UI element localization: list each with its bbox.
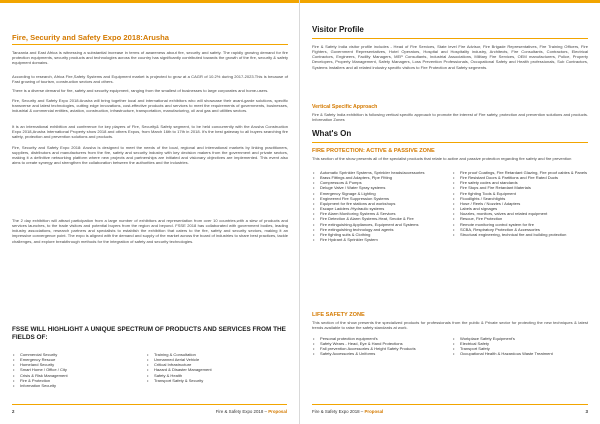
fields-list-2 [146,352,286,383]
list-item: • Fall prevention Accessories & Height Safety Products [312,346,450,351]
vertical-approach-title: Vertical Specific Approach [312,104,378,110]
list-item: • Transport Safety [452,346,590,351]
intro-paragraph: Fire, Security and Safety Expo 2018: Arusha is designed to meet the needs of the local, regional and international markets by linking practitioners, suppliers, distributors and manufacturers from the fire, safety and security industry with key decision makers from the government and private sectors, making it a definitive networking platform where new projects and partnerships are initiated and visionary objectives are implemented. This event also aims to create synergy and strengthen the collaboration between the authorities and the industries. [12,145,288,166]
list-item: • Fire Detection & Alarm Systems-Heat, Smoke & Fire [312,216,450,221]
list-item: • Crisis & Risk Management [12,373,152,378]
list-item: • Electrical Safety [452,341,590,346]
page-footer [312,404,588,418]
list-item: • Critical Infrastructure [146,362,286,367]
footer-text [312,409,383,414]
list-item: • Emergency Signage & Lighting [312,191,450,196]
list-item: • Fire Alarm Monitoring Systems & Services [312,211,450,216]
list-item: • Workplace Safety Equipment's [452,336,590,341]
list-item: • Escape Ladders /Hydraulic systems [312,206,450,211]
list-item: • Automatic Sprinkler Systems, Sprinkler heads/accessories [312,170,450,175]
list-item: • Fire Hydrant & Sprinkler System [312,237,450,242]
list-item: • Compressors & Pumps [312,180,450,185]
top-accent-bar [300,0,600,3]
zone2-text: This section of the show presents the specialized products for professionals from the public & Private sector for protecting the new techniques & latest trends available to raise the safety standards at work. [312,320,588,331]
intro-paragraph: There is a diverse demand for fire, safety and security equipment, ranging from the smallest of businesses to large corporates and home-users. [12,88,269,93]
list-item: • Fire & Protection [12,378,152,383]
visitor-profile-title: Visitor Profile [312,25,364,34]
spectrum-heading: FSSE WILL HIGHLIGHT A UNIQUE SPECTRUM OF PRODUCTS AND SERVICES FROM THE FIELDS OF: [12,326,286,341]
list-item: • Unmanned Aerial Vehicle [146,357,286,362]
whats-on-title: What's On [312,129,352,138]
list-item: • Training & Consultation [146,352,286,357]
list-item: • Smart Home / Office / City [12,367,152,372]
list-item: • Safety Accessories & Uniforms [312,351,450,356]
fields-list-1 [12,352,152,388]
list-item: • Fire Stops and Fire Retardant Materials [452,185,590,190]
zone2-title: LIFE SAFETY ZONE [312,312,365,318]
top-accent-bar [0,0,299,3]
footer-title: Fire & Safety Expo 2018 – [312,409,365,414]
list-item: • Deluge Valve / Water Spray systems [312,185,450,190]
list-item: • Fire proof Coatings, Fire Retardant Glazing, Fire proof cables & Panels [452,170,590,175]
list-item: • Fire safety codes and standards [452,180,590,185]
intro-paragraph: According to research, Africa Fire,Safety Systems and Equipment market is projected to grow at a CAGR of 10.2% during 2017-2023.This is because of Fast growing of tourism, construction sectors and others. [12,74,288,85]
list-item: • Safety & Health [146,373,286,378]
list-item: • Hazard & Disaster Management [146,367,286,372]
footer-text [216,409,287,414]
footer-proposal: Proposal [268,409,287,414]
list-item: • Structural engineering, technical fire and building protection [452,232,590,237]
right-page [300,0,600,424]
list-item: • Hose / Reels / Nozzles / Adapters [452,201,590,206]
vertical-approach-text: Fire & Safety India exhibition is following vertical specific approach to promote the interest of Fire safety, protection and prevention solutions and products. Information Zones [312,112,588,123]
list-item: • Personal protection equipment's [312,336,450,341]
intro-paragraph: Fire, Security and Safety Expo 2018:Arusha will bring together local and international exhibitors who will showcase their avant-garde solutions, specific transverse and latest technologies, cutting edge innovations, cost-effective products and services to meet the requirements of governments, businesses, industrial & commercial entities, aviation, construction, infrastructure, transportation, manufacturing, oil and gas and utilities sectors. [12,98,288,114]
list-item: • Fire fighting Tools & Equipment [452,191,590,196]
visitor-profile-text: Fire & Safety India visitor profile includes - Head of Fire Services, State level Fire Advisor, Fire Brigade Representatives, Fire Training Officers, Fire Fighters, Government Representatives, Hotel Operators, Hospital and Hospitality industry, Architects, Fire Consultants, Contractors, Electrical Contractors, Engineers, Facility Managers, MEP Consultants, Industrial Associations, Military Fire Services, OEM manufacturers, Police, Property Developers, Property Management, Safety Managers, Loss Prevention Professionals, Occupational Safety and Health professionals, Sub Contractors, Systems Installers and all related industry specific visitors to Fire Protection and Safety segments. [312,44,588,70]
list-item: • Safety Wears - Head, Eye & Hand Protections [312,341,450,346]
list-item: • Fire extinguishing technology and agents [312,227,450,232]
list-item: • Emergency Rescue [12,357,152,362]
intro-paragraph: Tanzania and East Africa is witnessing a substantial increase in terms of awareness about fire, security and safety. The rapidly growing demand for fire protection equipments, security products and technologies across the country has significantly contributed towards the growth of the fire, security & safety equipment domains. [12,50,288,66]
visitor-divider [312,38,588,39]
list-item: • Fire fighting suits & Clothing [312,232,450,237]
list-item: • Fire extinguishing Appliances, Equipment and Systems [312,222,450,227]
page-footer [12,404,287,418]
page-number: 2 [12,409,15,414]
list-item: • Fire Resistant Doors & Partitions and Fire Rated Ducts [452,175,590,180]
zone1-list-2 [452,170,590,237]
list-item: • Information Security [12,383,152,388]
list-item: • Brass Fittings and Adapters, Pipe Fitting [312,175,450,180]
list-item: • Equipment for fire stations and workshops [312,201,450,206]
list-item: • Rescue, Fire Protection [452,216,590,221]
footer-title: Fire & Safety Expo 2018 – [215,409,269,414]
list-item: • Occupational Health & Hazardous Waste Treatment [452,351,590,356]
page-number: 3 [585,409,588,414]
zone2-list-2 [452,336,590,357]
zone2-list-1 [312,336,450,357]
list-item: • Engineered Fire Suppression Systems [312,196,450,201]
list-item: • SCBA, Respiratory Protection & Accessories [452,227,590,232]
zone1-text: This section of the show presents all of the specialist products that relate to active and passive protection regarding fire safety and fire prevention [312,156,572,161]
zone1-title: FIRE PROTECTION: ACTIVE & PASSIVE ZONE [312,148,435,154]
footer-proposal: Proposal [364,409,384,414]
intro-paragraph: It is an international exhibition and conference for key players of Fire, Security& Safety segment, to be held concurrently with the Arusha Construction Expo 2018,Arusha International Property show 2018 and others Expos, from March 16th to 17th in 2018. It's the best gateway to all buyers searching fire safety, protection and prevention solutions and products. [12,124,288,140]
list-item: • Remote monitoring control system for fire [452,222,590,227]
zone1-list-1 [312,170,450,242]
list-item: • Nozzles, monitors, valves and related equipment [452,211,590,216]
list-item: • Transport Safety & Security [146,378,286,383]
list-item: • Labels and signages [452,206,590,211]
list-item: • Homeland Security [12,362,152,367]
intro-paragraph: The 2 day exhibition will attract participation from a large number of exhibitors and representation from over 10 countries,with a slew of products and services launches, to the trade visitors and potential buyers from the region and beyond. FSSE 2018 has collaborated with government bodies, leading industry associations, research partners and specialists to establish the exhibition that caters to the fire, safety and security sectors, making it an impressive convergence point. The expo is aligned with the demand and supply of the market across the board of industries to share best practices, tackle challenges, and explore breakthrough methods for the integration of safety and security technologies. [12,218,288,244]
list-item: • Floodlights / Searchlights [452,196,590,201]
whats-on-divider [312,142,588,143]
title-divider [12,44,288,45]
list-item: • Commercial Security [12,352,152,357]
page-title: Fire, Security and Safety Expo 2018:Arusha [12,33,169,42]
